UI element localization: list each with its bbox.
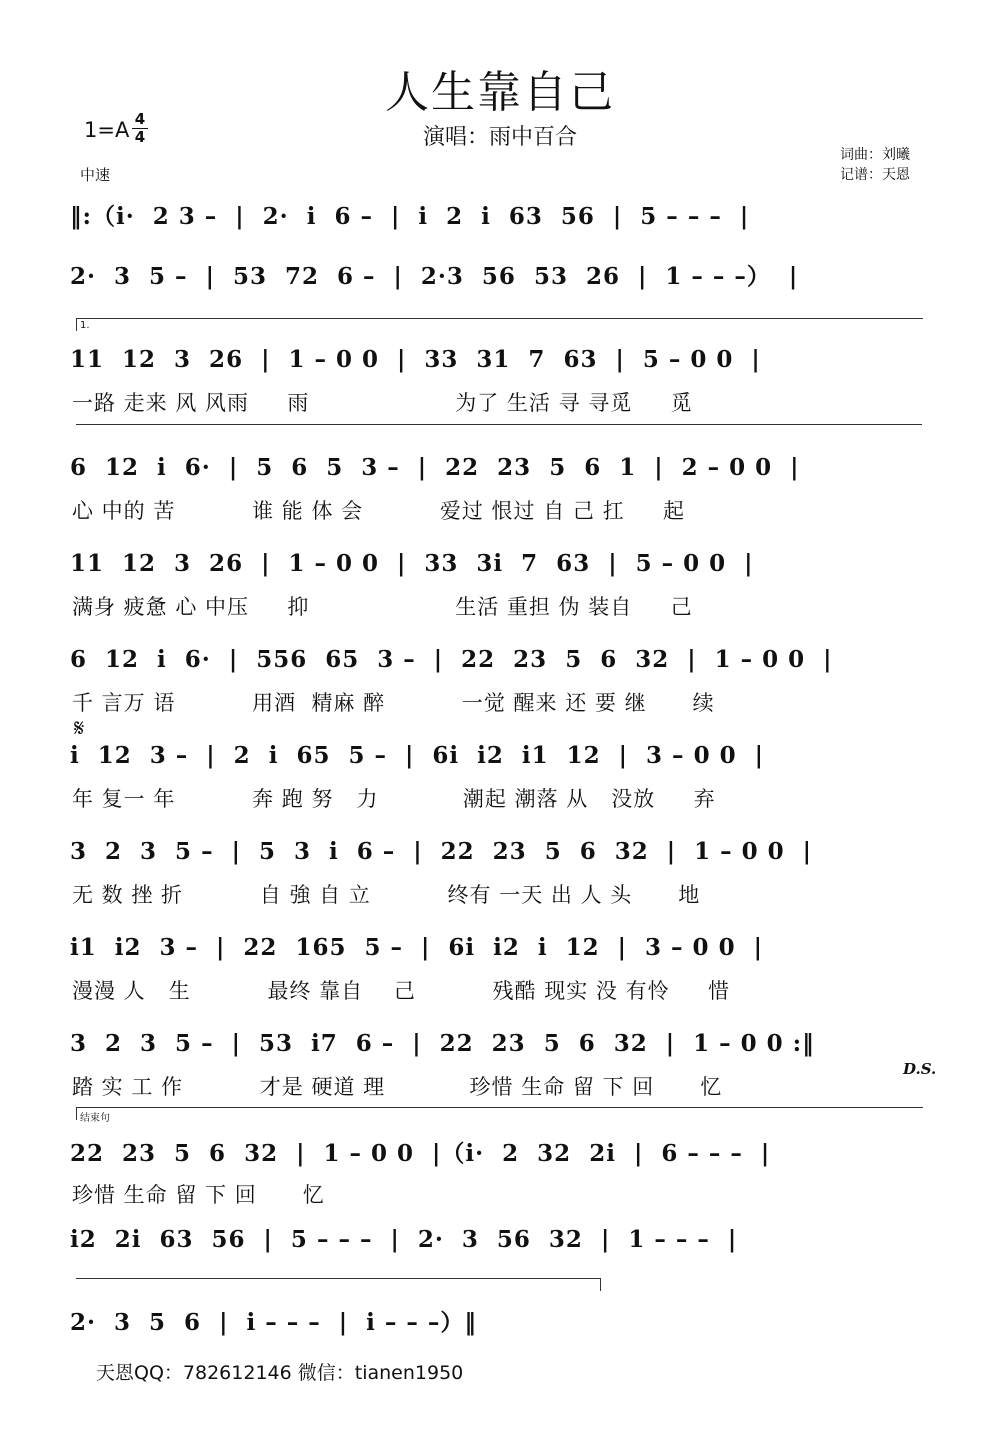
notes-line: 11 12 3 26 | 1 – 0 0 | 33 3i 7 63 | 5 – 0 0 | [70, 549, 754, 577]
ending-label: 结束句 [80, 1113, 110, 1124]
notes-line: ‖:（i· 2 3 – | 2· i 6 – | i 2 i 63 56 | 5 – – – | [70, 202, 750, 230]
transcriber-credit: 记谱：天恩 [840, 167, 910, 183]
transcriber-contact: 天恩QQ：782612146 微信：tianen1950 [96, 1362, 464, 1384]
notes-line: 6 12 i 6· | 5 6 5 3 – | 22 23 5 6 1 | 2 – 0 0 | [70, 453, 800, 481]
song-title: 人生靠自己 [385, 67, 615, 118]
lyrics-line: 漫漫 人 生 最终 靠自 己 残酷 现实 没 有怜 惜 [72, 979, 730, 1003]
notes-line: 2· 3 5 6 | i – – – | i – – –）‖ [70, 1308, 477, 1336]
lyrics-line: 一路 走来 风 风雨 雨 为了 生活 寻 寻觅 觅 [72, 391, 693, 415]
singer-credit: 演唱：雨中百合 [422, 125, 577, 150]
first-ending-bracket [76, 318, 923, 331]
first-ending-bracket-line [76, 424, 922, 425]
time-signature-bottom: 4 [134, 128, 146, 146]
notes-line: 3 2 3 5 – | 53 i7 6 – | 22 23 5 6 32 | 1 – 0 0 :‖ [70, 1029, 815, 1057]
notes-line: 11 12 3 26 | 1 – 0 0 | 33 31 7 63 | 5 – 0 0 | [70, 345, 761, 373]
tempo-marking: 中速 [80, 166, 111, 184]
notes-line: 3 2 3 5 – | 5 3 i 6 – | 22 23 5 6 32 | 1 – 0 0 | [70, 837, 813, 865]
segno-sign: 𝄋 [74, 714, 85, 742]
notes-line: i 12 3 – | 2 i 65 5 – | 6i i2 i1 12 | 3 – 0 0 | [70, 741, 764, 769]
lyrics-line: 年 复一 年 奔 跑 努 力 潮起 潮落 从 没放 弃 [72, 787, 716, 811]
lyrics-line: 无 数 挫 折 自 強 自 立 终有 一天 出 人 头 地 [72, 883, 701, 907]
lyrics-line: 珍惜 生命 留 下 回 忆 [72, 1183, 325, 1207]
notes-line: 22 23 5 6 32 | 1 – 0 0 |（i· 2 32 2i | 6 – – – | [70, 1139, 771, 1167]
first-ending-label: 1. [80, 320, 90, 331]
notes-line: 6 12 i 6· | 556 65 3 – | 22 23 5 6 32 | 1 – 0 0 | [70, 645, 833, 673]
lyricist-credit: 词曲：刘曦 [840, 147, 910, 163]
lyrics-line: 心 中的 苦 谁 能 体 会 爱过 恨过 自 己 扛 起 [72, 499, 685, 523]
key-signature: 1=A [84, 118, 130, 142]
ending-bracket-close [76, 1278, 601, 1291]
lyrics-line: 千 言万 语 用酒 精麻 醉 一觉 醒来 还 要 继 续 [72, 691, 715, 715]
lyrics-line: 踏 实 工 作 才是 硬道 理 珍惜 生命 留 下 回 忆 [72, 1075, 723, 1099]
ending-bracket [76, 1107, 923, 1124]
lyrics-line: 满身 疲惫 心 中压 抑 生活 重担 伪 装自 己 [72, 595, 693, 619]
notes-line: i2 2i 63 56 | 5 – – – | 2· 3 56 32 | 1 – – – | [70, 1225, 738, 1253]
notes-line: 2· 3 5 – | 53 72 6 – | 2·3 56 53 26 | 1 – – –） | [70, 262, 799, 290]
time-signature-top: 4 [134, 110, 146, 128]
ds-marking: D.S. [903, 1060, 937, 1078]
time-signature [132, 112, 148, 145]
notes-line: i1 i2 3 – | 22 165 5 – | 6i i2 i 12 | 3 – 0 0 | [70, 933, 763, 961]
